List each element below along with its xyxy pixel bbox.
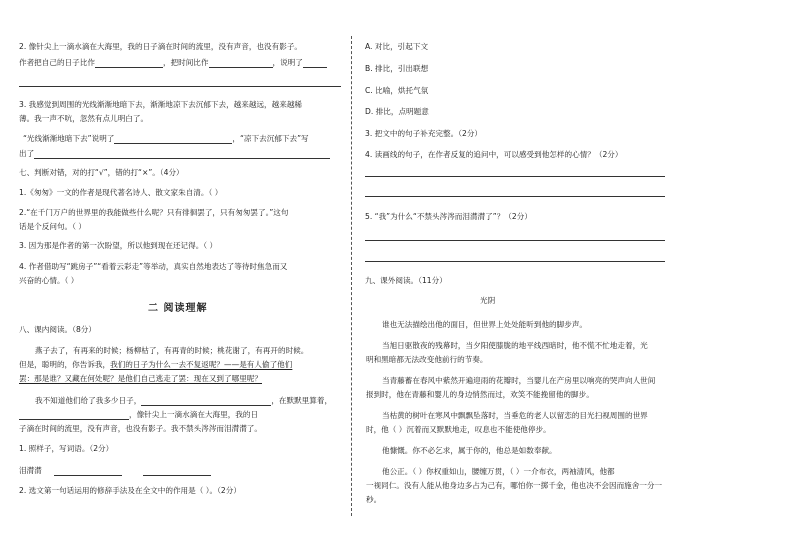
story-line: 明和黑暗都无法改变他前行的节奏。 — [366, 355, 488, 364]
story-line: 时，他（ ）沉着而又默默地走，叹息也不能使他停步。 — [366, 425, 551, 434]
passage-text: 我不知道他们给了我多少日子， — [35, 396, 142, 405]
answer-blank[interactable] — [209, 59, 273, 68]
q2-line2 — [19, 58, 327, 68]
passage-line3 — [19, 374, 262, 384]
option-a: A. 对比，引起下文 — [365, 42, 429, 51]
column-divider — [351, 36, 352, 516]
answer-blank[interactable] — [141, 397, 271, 406]
judge-item-3: 3. 因为那是作者的第一次盼望，所以他到现在还记得。（ ） — [19, 241, 218, 250]
reading-q1-answer — [19, 466, 211, 476]
answer-blank[interactable] — [303, 59, 327, 68]
answer-line[interactable] — [365, 261, 665, 262]
passage-line6: 子滴在时间的流里，没有声音，也没有影子。我不禁头涔涔而泪潸潸了。 — [19, 424, 262, 433]
option-d: D. 排比，点明题意 — [365, 107, 429, 116]
q3-text-b: ，“凉下去沉郁下去”写 — [232, 134, 309, 143]
passage-line1: 燕子去了，有再来的时候；杨柳枯了，有再青的时候；桃花谢了，有再开的时候。 — [35, 346, 309, 355]
option-b: B. 排比，引出联想 — [365, 64, 429, 73]
story-line: 当青藤蓄在春风中紫然开遍迎雨的花瓣时，当婴儿在产房里以响亮的哭声向人世间 — [382, 376, 656, 385]
reading-heading: 八、课内阅读。（8分） — [19, 325, 96, 334]
q2-text-c: ，说明了 — [272, 58, 303, 67]
story-line: 他公正。（ ）你权重如山，腰缠万贯，（ ）一介布衣，两袖清风，他都 — [382, 467, 615, 476]
q3-line4 — [19, 149, 330, 159]
passage-text: ，在默默里算着， — [271, 396, 333, 405]
story-line: 他慷慨。你不必乞求，属于你的，他总是如数奉献。 — [382, 446, 557, 455]
answer-blank[interactable] — [143, 467, 211, 476]
answer-blank[interactable] — [34, 150, 330, 159]
passage-line5 — [19, 410, 258, 420]
judge-item-1: 1.《匆匆》一文的作者是现代著名诗人、散文家朱自清。（ ） — [19, 188, 223, 197]
section-title: 二 阅读理解 — [148, 303, 208, 314]
q2-text-a: 作者把自己的日子比作 — [19, 58, 95, 67]
answer-blank[interactable] — [54, 467, 122, 476]
judge-item-2a: 2.“在千门万户的世界里的我能做些什么呢？只有徘徊罢了，只有匆匆罢了。”这句 — [19, 208, 289, 217]
answer-blank[interactable] — [114, 135, 232, 144]
answer-blank[interactable] — [95, 59, 163, 68]
answer-line[interactable] — [365, 196, 665, 197]
q3-line2: 薄。我一声不吭，忽然有点儿明白了。 — [19, 114, 149, 123]
story-line: 秒。 — [366, 495, 382, 504]
q3-text-a: “光线渐渐地暗下去”说明了 — [23, 134, 115, 143]
passage-text: 但是，聪明的，你告诉我， — [19, 360, 111, 369]
story-line: 当旭日驱散夜的残幕时，当夕阳使膝胧的地平线西暗时，他不慌不忙地走着，光 — [382, 341, 648, 350]
option-c: C. 比喻，烘托气氛 — [365, 86, 429, 95]
judge-heading: 七、判断对错，对的打“√”，错的打“×”。（4分） — [19, 168, 184, 177]
story-line: 谁也无法描绘出他的面目，但世界上处处能听到他的脚步声。 — [382, 320, 588, 329]
extra-reading-heading: 九、课外阅读。（11分） — [365, 276, 447, 285]
right-q4: 4. 读画线的句子，在作者反复的追问中，可以感受到他怎样的心情？（2分） — [365, 150, 623, 159]
story-line: 当枯黄的树叶在寒风中飘飘坠落时，当垂危的老人以留恋的目光扫视周围的世界 — [382, 411, 648, 420]
q2-text-b: ，把时间比作 — [162, 58, 209, 67]
example-word: 泪潸潸 — [19, 466, 42, 475]
passage-text: ，像针尖上一滴水滴在大海里，我的日 — [129, 410, 259, 419]
q3-text-c: 出了 — [19, 149, 35, 158]
answer-line[interactable] — [365, 240, 665, 241]
story-line: 一视同仁。没有人能从他身边多占为己有，哪怕你一掷千金，他也决不会因而施舍一分一 — [366, 481, 663, 490]
answer-line[interactable] — [19, 86, 341, 87]
reading-q1: 1. 照样子，写词语。（2分） — [19, 444, 114, 453]
answer-line[interactable] — [365, 176, 665, 177]
story-line: 报到时，他在青藤和婴儿的身边悄然而过，欢笑不能挽留他的脚步。 — [366, 390, 594, 399]
right-q3: 3. 把文中的句子补充完整。（2分） — [365, 129, 483, 138]
judge-item-2b: 话是个反问句。（ ） — [19, 222, 86, 231]
story-title: 光阴 — [480, 296, 496, 305]
judge-item-4a: 4. 作者借助写“跳房子”“看着云彩走”等举动，真实自然地表达了等待时焦急而又 — [19, 262, 288, 271]
q3-line3 — [23, 134, 309, 144]
underlined-sentence: 罢：那是谁？又藏在何处呢？是他们自己逃走了罢：现在又到了哪里呢？ — [19, 374, 262, 383]
reading-q2: 2. 选文第一句话运用的修辞手法及在全文中的作用是（ ）。（2分） — [19, 486, 241, 495]
right-q5: 5. “我”为什么“不禁头涔涔而泪潸潸了”？（2分） — [365, 212, 532, 221]
answer-blank[interactable] — [19, 411, 129, 420]
passage-line4 — [35, 396, 332, 406]
q3-line1: 3. 我感觉到周围的光线渐渐地暗下去，渐渐地凉下去沉郁下去，越来越远，越来越稀 — [19, 100, 303, 109]
passage-line2 — [19, 360, 292, 370]
q2-line1: 2. 像针尖上一滴水滴在大海里，我的日子滴在时间的流里，没有声音，也没有影子。 — [19, 42, 303, 51]
judge-item-4b: 兴奋的心情。（ ） — [19, 276, 79, 285]
underlined-sentence: 我们的日子为什么一去不复返呢？——是有人偷了他们 — [110, 360, 293, 369]
